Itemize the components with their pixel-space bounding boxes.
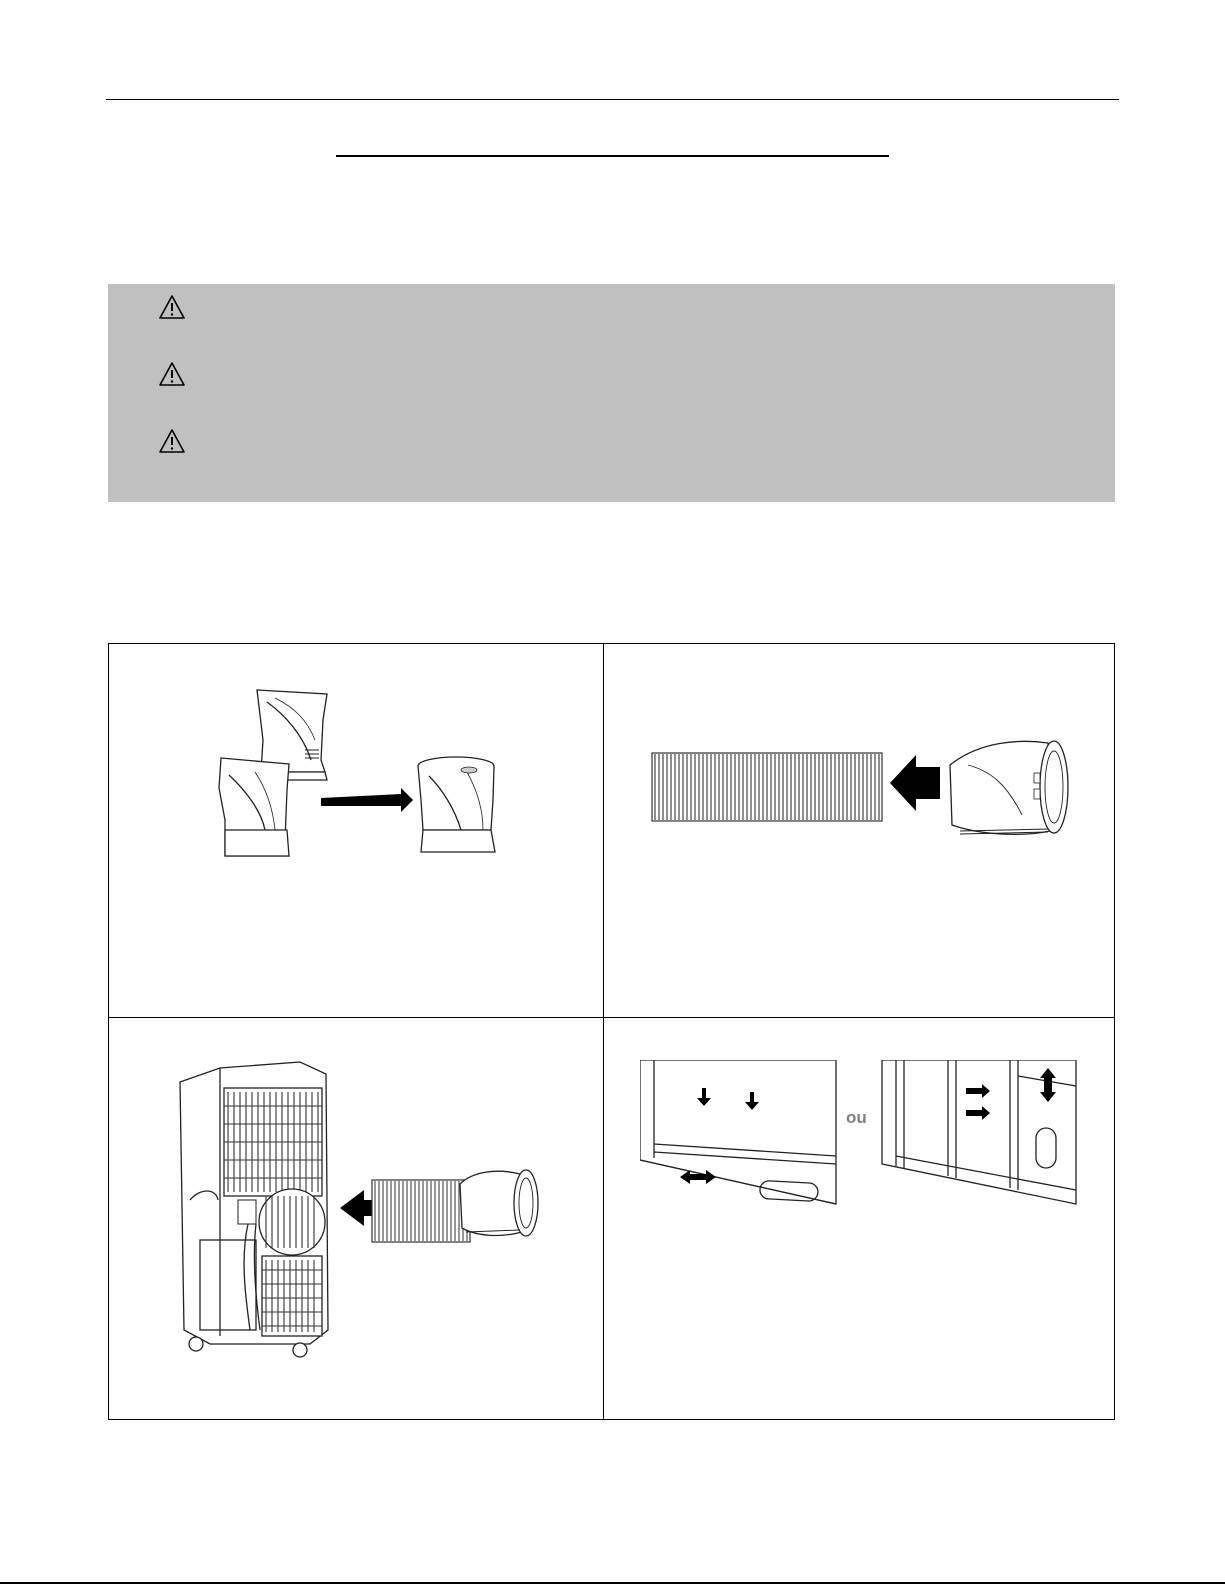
header-rule	[106, 99, 1119, 100]
step4-window-options-illustration	[640, 1060, 1080, 1210]
step1-adapter-assembly-illustration	[215, 680, 515, 880]
adapter-half-bottom	[219, 758, 289, 856]
step2-hose-adapter-illustration	[650, 735, 1080, 865]
page-bottom-rule	[0, 1582, 1225, 1584]
exhaust-hose-with-adapter	[372, 1170, 538, 1242]
grid-horizontal-divider	[108, 1017, 1115, 1018]
adapter-assembled	[418, 757, 495, 852]
air-conditioner-unit	[180, 1062, 328, 1357]
vertical-sliding-window	[640, 1060, 836, 1204]
window-adapter	[950, 741, 1068, 834]
warning-triangle-icon	[158, 294, 186, 320]
warning-triangle-icon	[158, 428, 186, 454]
warning-box	[108, 284, 1115, 502]
title-underline	[336, 155, 889, 157]
or-separator-label: ou	[846, 1108, 867, 1127]
warning-triangle-icon	[158, 361, 186, 387]
step3-unit-hose-illustration	[160, 1060, 560, 1360]
assembly-arrow-icon	[321, 788, 413, 812]
grid-vertical-divider	[603, 643, 604, 1420]
insert-arrow-icon	[890, 755, 940, 811]
exhaust-hose	[652, 753, 882, 821]
